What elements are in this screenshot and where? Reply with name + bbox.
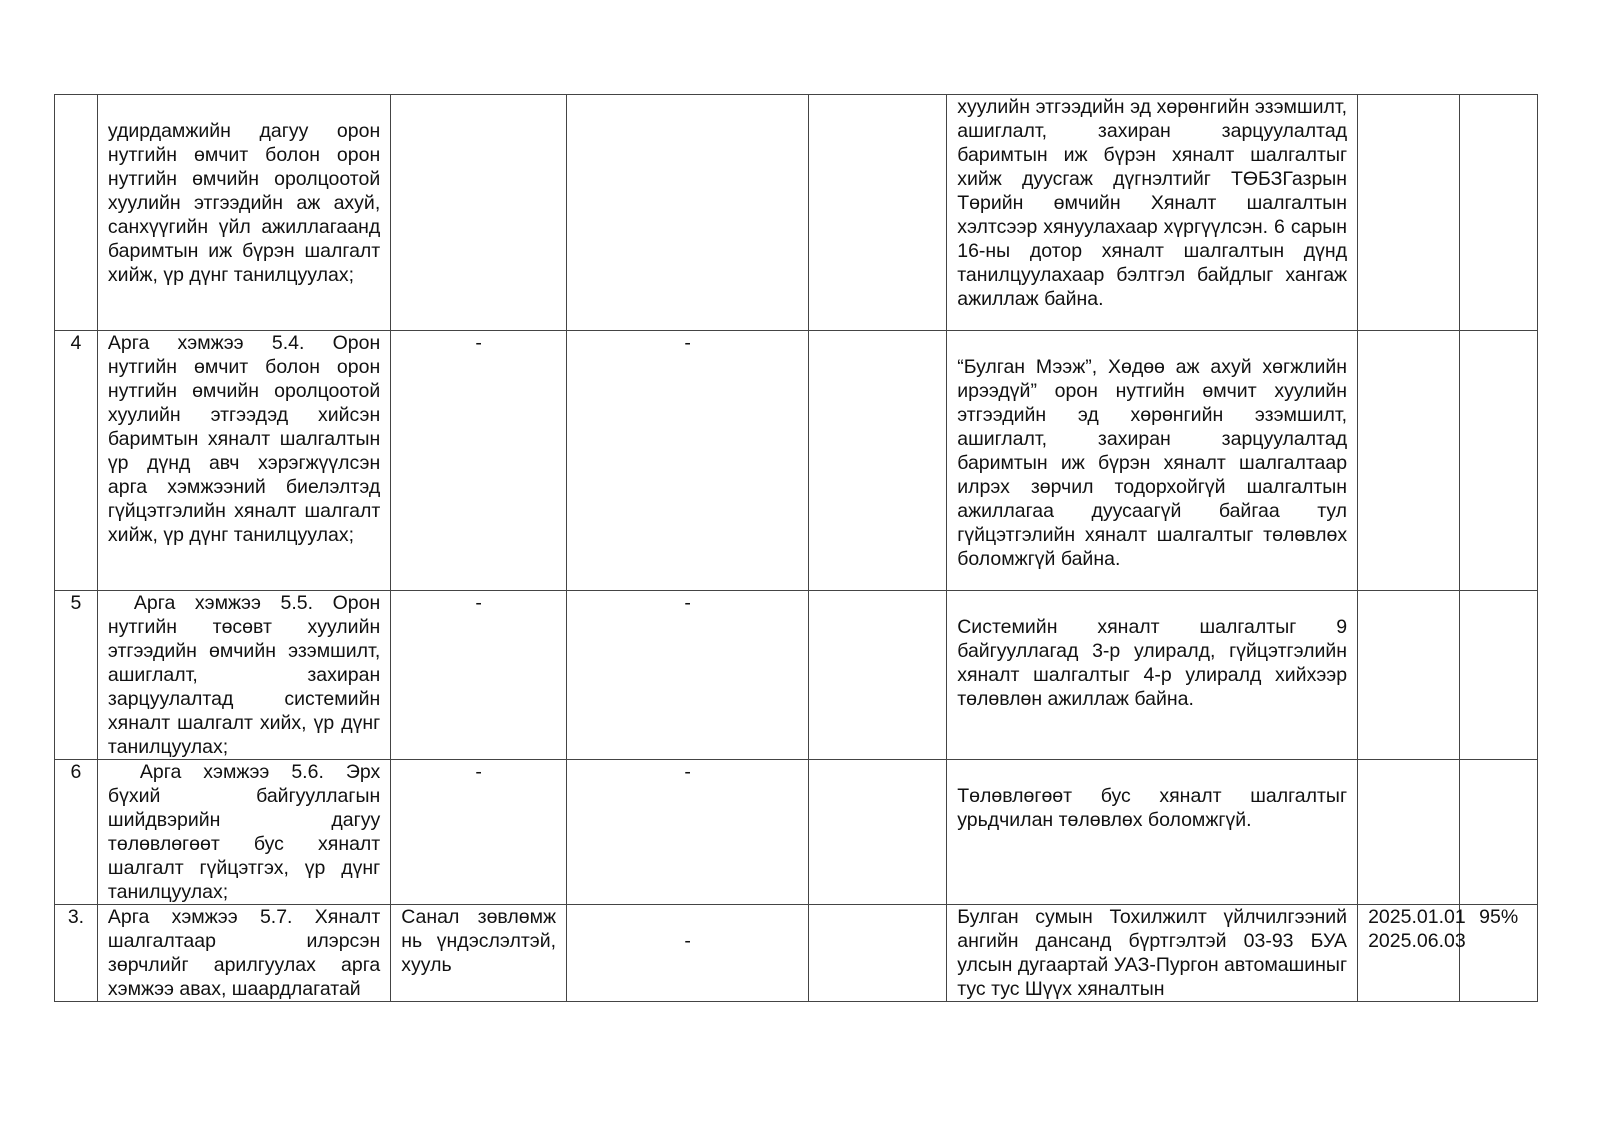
col3-cell: - xyxy=(391,760,567,905)
col4-cell: - xyxy=(567,905,809,1002)
table-row xyxy=(55,760,1538,905)
row-number: 4 xyxy=(55,331,98,591)
measure-cell: Арга хэмжээ 5.5. Орон нутгийн төсөвт хуулийн этгээдийн өмчийн эзэмшилт, ашиглалт, захиран зарцуулалтад системийн хяналт шалгалт хийх, үр дүнг танилцуулах; xyxy=(97,591,390,760)
col3-cell: Санал зөвлөмж нь үндэслэлтэй, хууль xyxy=(391,905,567,1002)
result-cell: Системийн хяналт шалгалтыг 9 байгууллагад 3-р улиралд, гүйцэтгэлийн хяналт шалгалтыг 4-р улиралд хийхээр төлөвлөн ажиллаж байна. xyxy=(947,591,1358,760)
date-cell xyxy=(1358,331,1460,591)
col4-cell xyxy=(567,95,809,331)
result-cell: Булган сумын Тохилжилт үйлчилгээний ангийн дансанд бүртгэлтэй 03-93 БУА улсын дугаартай УАЗ-Пургон автомашиныг тус тус Шүүх хяналтын xyxy=(947,905,1358,1002)
percent-cell: 95% xyxy=(1460,905,1538,1002)
measure-cell: Арга хэмжээ 5.6. Эрх бүхий байгууллагын шийдвэрийн дагуу төлөвлөгөөт бус хяналт шалгалт гүйцэтгэх, үр дүнг танилцуулах; xyxy=(97,760,390,905)
row-number: 5 xyxy=(55,591,98,760)
col5-cell xyxy=(809,95,947,331)
date-end: 2025.06.03 xyxy=(1368,930,1466,952)
col5-cell xyxy=(809,760,947,905)
col3-cell: - xyxy=(391,331,567,591)
measure-cell: Арга хэмжээ 5.4. Орон нутгийн өмчит болон орон нутгийн өмчийн оролцоотой хуулийн этгээдэд хийсэн баримтын хяналт шалгалтын үр дүнд авч хэрэгжүүлсэн арга хэмжээний биелэлтэд гүйцэтгэлийн хяналт шалгалт хийж, үр дүнг танилцуулах; xyxy=(97,331,390,591)
row-number: 3. xyxy=(55,905,98,1002)
result-cell: хуулийн этгээдийн эд хөрөнгийн эзэмшилт, ашиглалт, захиран зарцуулалтад баримтын иж бүрэн хяналт шалгалтыг хийж дуусгаж дүгнэлтийг ТӨБЗГазрын Төрийн өмчийн Хяналт шалгалтын хэлтсээр хянуулахаар хүргүүлсэн. 6 сарын 16-ны дотор хяналт шалгалтын дүнд танилцуулахаар бэлтгэл байдлыг хангаж ажиллаж байна. xyxy=(947,95,1358,331)
col4-cell: - xyxy=(567,331,809,591)
col3-cell: - xyxy=(391,591,567,760)
table-row xyxy=(55,95,1538,331)
result-cell: “Булган Мээж”, Хөдөө аж ахуй хөгжлийн ирээдүй” орон нутгийн өмчит хуулийн этгээдийн эд хөрөнгийн эзэмшилт, ашиглалт, захиран зарцуулалтад баримтын иж бүрэн хяналт шалгалтаар илрэх зөрчил тодорхойгүй шалгалтын ажиллагаа дуусаагүй байгаа тул гүйцэтгэлийн хяналт шалгалтыг төлөвлөх боломжгүй байна. xyxy=(947,331,1358,591)
measure-cell xyxy=(97,95,390,331)
date-cell xyxy=(1358,95,1460,331)
report-table xyxy=(54,94,1538,1002)
percent-cell xyxy=(1460,591,1538,760)
col4-cell: - xyxy=(567,760,809,905)
date-cell xyxy=(1358,905,1466,1002)
row-number: 6 xyxy=(55,760,98,905)
table-row xyxy=(55,331,1538,591)
date-start: 2025.01.01 xyxy=(1368,906,1466,928)
col3-cell xyxy=(391,95,567,331)
col4-cell: - xyxy=(567,591,809,760)
col5-cell xyxy=(809,591,947,760)
table-row xyxy=(55,591,1538,760)
measure-cell: Арга хэмжээ 5.7. Хяналт шалгалтаар илэрсэн зөрчлийг арилгуулах арга хэмжээ авах, шаардлагатай xyxy=(97,905,390,1002)
row-number xyxy=(55,95,98,331)
col5-cell xyxy=(809,905,947,1002)
measure-text: удирдамжийн дагуу орон нутгийн өмчит болон орон нутгийн өмчийн оролцоотой хуулийн этгээдийн аж ахуй, санхүүгийн үйл ажиллагаанд баримтын иж бүрэн шалгалт хийж, үр дүнг танилцуулах; xyxy=(107,120,381,286)
table-row xyxy=(55,905,1538,1002)
date-cell xyxy=(1358,760,1460,905)
result-cell: Төлөвлөгөөт бус хяналт шалгалтыг урьдчилан төлөвлөх боломжгүй. xyxy=(947,760,1358,905)
percent-cell xyxy=(1460,95,1538,331)
col5-cell xyxy=(809,331,947,591)
percent-cell xyxy=(1460,760,1538,905)
date-cell xyxy=(1358,591,1460,760)
percent-cell xyxy=(1460,331,1538,591)
